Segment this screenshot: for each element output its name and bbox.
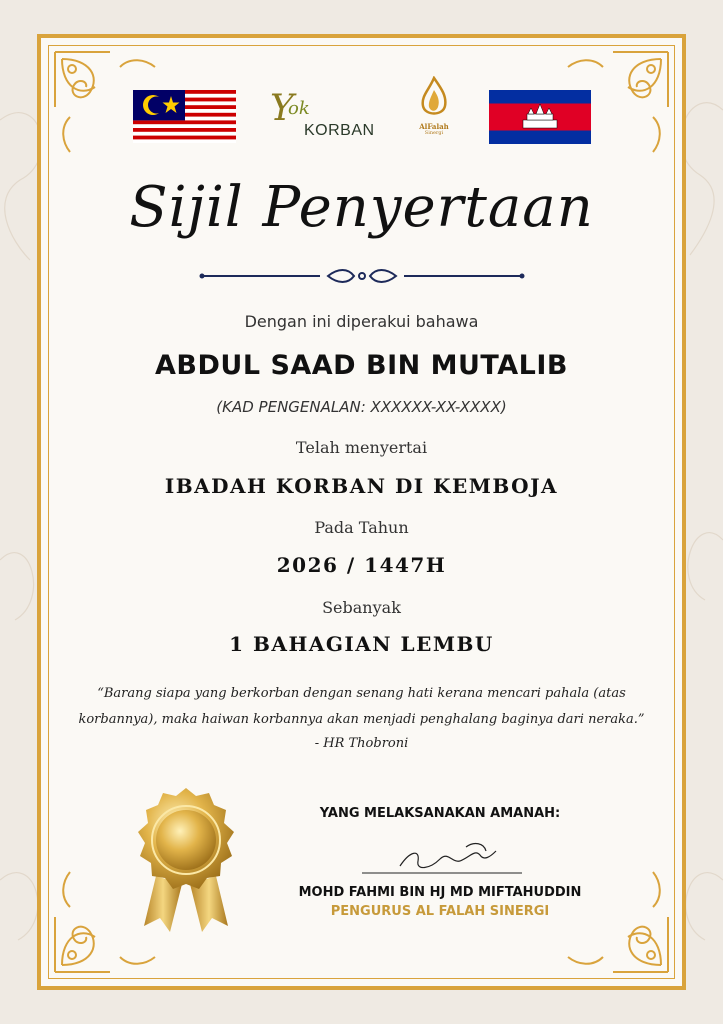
ornamental-divider bbox=[198, 266, 526, 286]
alfalah-logo-name: AlFalah bbox=[419, 122, 449, 131]
quote-source: - HR Thobroni bbox=[314, 736, 409, 751]
participated-label: Telah menyertai bbox=[295, 438, 428, 457]
signatory-role: PENGURUS AL FALAH SINERGI bbox=[330, 904, 550, 919]
signature-block bbox=[270, 806, 610, 919]
quote-line-2: korbannya), maka haiwan korbannya akan menjadi penghalang baginya dari neraka.” bbox=[78, 712, 645, 727]
alfalah-flame-icon bbox=[411, 76, 457, 122]
alfalah-logo bbox=[411, 76, 457, 146]
yok-logo-ok: ok bbox=[288, 98, 310, 119]
cambodia-flag-icon bbox=[489, 90, 591, 144]
signatory-name: MOHD FAHMI BIN HJ MD MIFTAHUDDIN bbox=[298, 885, 582, 900]
ic-number: (KAD PENGENALAN: XXXXXX-XX-XXXX) bbox=[216, 398, 507, 416]
quantity-label: Sebanyak bbox=[322, 598, 401, 617]
year-label: Pada Tahun bbox=[314, 518, 409, 537]
recipient-name: ABDUL SAAD BIN MUTALIB bbox=[155, 350, 568, 381]
malaysia-flag-icon bbox=[133, 90, 236, 143]
quote-line-1: “Barang siapa yang berkorban dengan senang hati kerana mencari pahala (atas bbox=[97, 686, 626, 701]
program-name: IBADAH KORBAN DI KEMBOJA bbox=[164, 474, 559, 498]
signature-heading: YANG MELAKSANAKAN AMANAH: bbox=[319, 806, 561, 821]
handwritten-signature bbox=[270, 821, 610, 879]
logo-row bbox=[0, 88, 723, 148]
yok-korban-logo bbox=[268, 88, 386, 144]
year-value: 2026 / 1447H bbox=[276, 553, 447, 577]
intro-text: Dengan ini diperakui bahawa bbox=[244, 312, 479, 331]
certificate-title: Sijil Penyertaan bbox=[129, 175, 594, 240]
yok-logo-korban: KORBAN bbox=[304, 122, 375, 139]
yok-logo-letter: Y bbox=[270, 88, 294, 129]
gold-medal-icon bbox=[126, 786, 246, 936]
quantity-value: 1 BAHAGIAN LEMBU bbox=[229, 632, 494, 656]
hadith-quote bbox=[78, 681, 645, 733]
alfalah-logo-sub: Sinergi bbox=[424, 130, 444, 136]
